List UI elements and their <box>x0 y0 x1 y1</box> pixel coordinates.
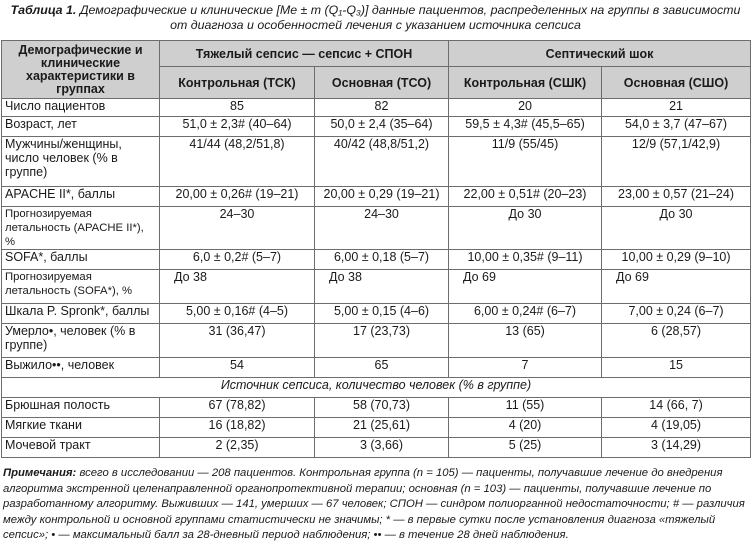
cell: 20,00 ± 0,29 (19–21) <box>315 187 449 207</box>
table-row <box>2 270 751 304</box>
cell: 82 <box>315 99 449 117</box>
col-tso: Основная (ТСО) <box>315 67 449 99</box>
cell: 67 (78,82) <box>160 398 315 418</box>
table-row <box>2 137 751 187</box>
cell: 85 <box>160 99 315 117</box>
row-label: APACHE II*, баллы <box>2 187 160 207</box>
notes-text: всего в исследовании — 208 пациентов. Контрольная группа (n = 105) — пациенты, получавшие лечение до внедрения алгоритма экстренной целенаправленной органопротективной терапии; основная (n = 103) — пациенты, получавшие лечение по разработанному алгоритму. Выживших — 141, умерших — 67 человек; СПОН — синдром полиорганной недостаточности; # — различия между контрольной и основной группами статистически не значимы; * — в первые сутки после установления диагноза «тяжелый сепсис»; • — максимальный балл за 28-дневный период наблюдения; •• — в течение 28 дней наблюдения. <box>3 467 745 542</box>
cell: 6,00 ± 0,24# (6–7) <box>449 304 602 324</box>
group-severe-sepsis: Тяжелый сепсис — сепсис + СПОН <box>160 41 449 67</box>
cell: До 30 <box>449 207 602 250</box>
cell: 2 (2,35) <box>160 438 315 458</box>
cell: 31 (36,47) <box>160 324 315 358</box>
row-label: Шкала P. Spronk*, баллы <box>2 304 160 324</box>
cell: До 38 <box>315 270 449 304</box>
row-label: Возраст, лет <box>2 117 160 137</box>
row-label: Мочевой тракт <box>2 438 160 458</box>
row-label: SOFA*, баллы <box>2 250 160 270</box>
cell: 12/9 (57,1/42,9) <box>602 137 751 187</box>
cell: 5,00 ± 0,15 (4–6) <box>315 304 449 324</box>
table-row <box>2 304 751 324</box>
cell: 5,00 ± 0,16# (4–5) <box>160 304 315 324</box>
cell: 14 (66, 7) <box>602 398 751 418</box>
col-sshk: Контрольная (СШК) <box>449 67 602 99</box>
cell: 16 (18,82) <box>160 418 315 438</box>
table-row <box>2 187 751 207</box>
cell: До 38 <box>160 270 315 304</box>
table-row <box>2 418 751 438</box>
cell: 58 (70,73) <box>315 398 449 418</box>
table-notes <box>3 466 748 544</box>
table-row <box>2 438 751 458</box>
cell: 23,00 ± 0,57 (21–24) <box>602 187 751 207</box>
table-row <box>2 117 751 137</box>
row-label: Мужчины/женщины, число человек (% в группе) <box>2 137 160 187</box>
cell: 50,0 ± 2,4 (35–64) <box>315 117 449 137</box>
notes-head: Примечания: <box>3 467 77 479</box>
cell: 10,00 ± 0,29 (9–10) <box>602 250 751 270</box>
cell: 17 (23,73) <box>315 324 449 358</box>
cell: 7 <box>449 358 602 378</box>
cell: До 69 <box>602 270 751 304</box>
table-row <box>2 250 751 270</box>
cell: 59,5 ± 4,3# (45,5–65) <box>449 117 602 137</box>
section-row <box>2 378 751 398</box>
cell: 20 <box>449 99 602 117</box>
cell: 65 <box>315 358 449 378</box>
row-label: Мягкие ткани <box>2 418 160 438</box>
table-row <box>2 358 751 378</box>
row-label: Умерло•, человек (% в группе) <box>2 324 160 358</box>
data-table <box>1 40 751 458</box>
row-header: Демографические и клинические характеристики в группах <box>2 41 160 99</box>
cell: 54 <box>160 358 315 378</box>
table-row <box>2 398 751 418</box>
cell: До 30 <box>602 207 751 250</box>
row-label: Брюшная полость <box>2 398 160 418</box>
cell: До 69 <box>449 270 602 304</box>
cell: 54,0 ± 3,7 (47–67) <box>602 117 751 137</box>
caption-text: Демографические и клинические [Me ± m (Q₁-Q₃)] данные пациентов, распределенных на группы в зависимости от диагноза и особенностей лечения с указанием источника сепсиса <box>79 3 741 32</box>
caption-title: Таблица 1. <box>10 3 77 17</box>
cell: 11/9 (55/45) <box>449 137 602 187</box>
cell: 3 (3,66) <box>315 438 449 458</box>
row-label: Прогнозируемая летальность (APACHE II*), % <box>2 207 160 250</box>
cell: 24–30 <box>315 207 449 250</box>
cell: 6,0 ± 0,2# (5–7) <box>160 250 315 270</box>
cell: 6 (28,57) <box>602 324 751 358</box>
table-caption <box>4 3 747 33</box>
cell: 20,00 ± 0,26# (19–21) <box>160 187 315 207</box>
table-row <box>2 207 751 250</box>
cell: 21 (25,61) <box>315 418 449 438</box>
cell: 22,00 ± 0,51# (20–23) <box>449 187 602 207</box>
col-ssho: Основная (СШО) <box>602 67 751 99</box>
row-label: Прогнозируемая летальность (SOFA*), % <box>2 270 160 304</box>
cell: 15 <box>602 358 751 378</box>
cell: 3 (14,29) <box>602 438 751 458</box>
cell: 24–30 <box>160 207 315 250</box>
section-title: Источник сепсиса, количество человек (% в группе) <box>2 378 751 398</box>
cell: 21 <box>602 99 751 117</box>
cell: 51,0 ± 2,3# (40–64) <box>160 117 315 137</box>
cell: 11 (55) <box>449 398 602 418</box>
cell: 40/42 (48,8/51,2) <box>315 137 449 187</box>
group-septic-shock: Септический шок <box>449 41 751 67</box>
row-label: Число пациентов <box>2 99 160 117</box>
cell: 10,00 ± 0,35# (9–11) <box>449 250 602 270</box>
cell: 13 (65) <box>449 324 602 358</box>
table-row <box>2 99 751 117</box>
col-tsk: Контрольная (ТСК) <box>160 67 315 99</box>
table-row <box>2 324 751 358</box>
cell: 4 (19,05) <box>602 418 751 438</box>
cell: 41/44 (48,2/51,8) <box>160 137 315 187</box>
row-label: Выжило••, человек <box>2 358 160 378</box>
cell: 6,00 ± 0,18 (5–7) <box>315 250 449 270</box>
cell: 5 (25) <box>449 438 602 458</box>
cell: 7,00 ± 0,24 (6–7) <box>602 304 751 324</box>
cell: 4 (20) <box>449 418 602 438</box>
